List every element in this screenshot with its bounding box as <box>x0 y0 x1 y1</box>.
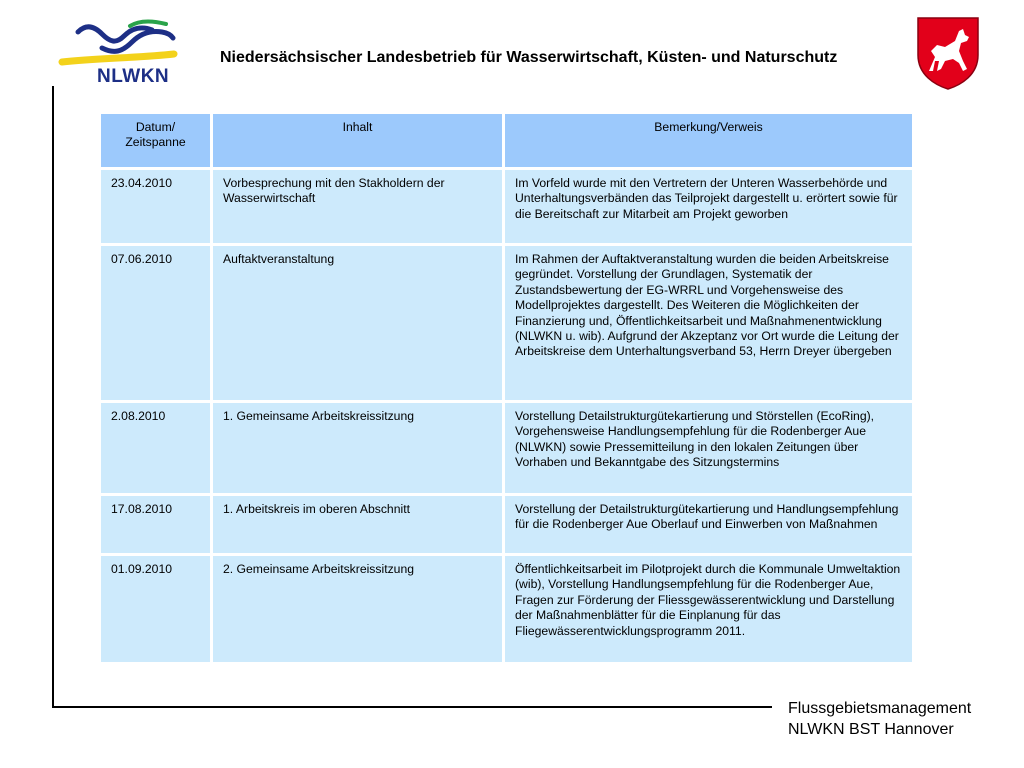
frame-vertical-line <box>52 86 54 708</box>
header-date <box>101 114 210 167</box>
footer-line-office: NLWKN BST Hannover <box>788 721 954 738</box>
row-content: 1. Arbeitskreis im oberen Abschnitt <box>213 496 502 553</box>
footer <box>788 698 971 740</box>
row-remark: Öffentlichkeitsarbeit im Pilotprojekt durch die Kommunale Umweltaktion (wib), Vorstellung Handlungsempfehlung für die Rodenberger Aue, Fragen zur Förderung der Fliessgewässerentwicklung und Darstellung der Maßnahmenblätter für die Einplanung für das Fliegewässerentwicklungsprogramm 2011. <box>505 556 912 662</box>
table-row <box>101 170 912 243</box>
row-date: 01.09.2010 <box>101 556 210 662</box>
lower-saxony-horse-crest-icon <box>915 15 981 91</box>
footer-line-department: Flussgebietsmanagement <box>788 700 972 717</box>
row-remark: Im Rahmen der Auftaktveranstaltung wurden die beiden Arbeitskreise gegründet. Vorstellung der Grundlagen, Systematik der Zustandsbewertung der EG-WRRL und Vorgehensweise des Modellprojektes dargestellt. Des Weiteren die Möglichkeiten der Finanzierung und, Öffentlichkeitsarbeit und Maßnahmenentwicklung (NLWKN u. wib). Aufgrund der Akzeptanz vor Ort wurde die Leitung der Arbeitskreise dem Unterhaltungsverband 53, Herrn Dreyer übergeben <box>505 246 912 400</box>
row-date: 2.08.2010 <box>101 403 210 493</box>
table-header-row <box>101 114 912 167</box>
row-content: Vorbesprechung mit den Stakholdern der Wasserwirtschaft <box>213 170 502 243</box>
row-date: 23.04.2010 <box>101 170 210 243</box>
row-content: Auftaktveranstaltung <box>213 246 502 400</box>
table-row <box>101 496 912 553</box>
row-content: 2. Gemeinsame Arbeitskreissitzung <box>213 556 502 662</box>
header-remark: Bemerkung/Verweis <box>505 114 912 167</box>
logo-wordmark: NLWKN <box>97 66 170 87</box>
table-row <box>101 246 912 400</box>
row-remark: Vorstellung der Detailstrukturgütekartierung und Handlungsempfehlung für die Rodenberger Aue Oberlauf und Einwerben von Maßnahmen <box>505 496 912 553</box>
row-date: 07.06.2010 <box>101 246 210 400</box>
header-content: Inhalt <box>213 114 502 167</box>
row-remark: Im Vorfeld wurde mit den Vertretern der Unteren Wasserbehörde und Unterhaltungsverbänden das Teilprojekt dargestellt u. erörtert sowie für die Bereitschaft zur Mitarbeit am Projekt geworben <box>505 170 912 243</box>
header-date-label: Datum/ Zeitspanne <box>125 120 186 150</box>
row-remark: Vorstellung Detailstrukturgütekartierung und Störstellen (EcoRing), Vorgehensweise Handlungsempfehlung für die Rodenberger Aue (NLWKN) sowie Pressemitteilung in den lokalen Zeitungen über Vorhaben und Bekanntgabe des Sitzungstermins <box>505 403 912 493</box>
page-title: Niedersächsischer Landesbetrieb für Wasserwirtschaft, Küsten- und Naturschutz <box>220 49 838 66</box>
row-content: 1. Gemeinsame Arbeitskreissitzung <box>213 403 502 493</box>
table-row <box>101 403 912 493</box>
table-row <box>101 556 912 662</box>
row-date: 17.08.2010 <box>101 496 210 553</box>
timeline-table <box>98 111 915 665</box>
frame-horizontal-line <box>52 706 772 708</box>
